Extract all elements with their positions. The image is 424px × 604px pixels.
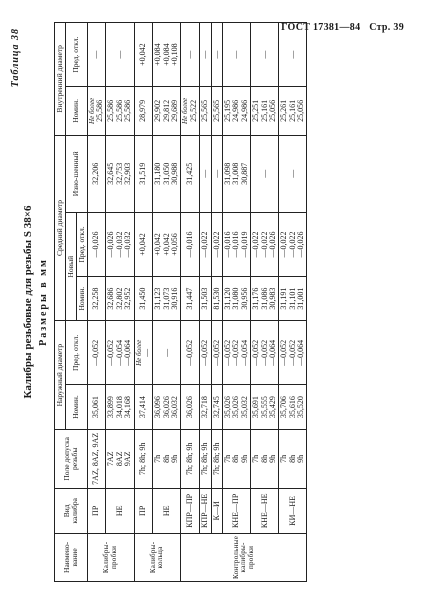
cell-inner-dev: +0,042 — [134, 23, 153, 87]
cell-field: 7h; 8h; 9h — [134, 429, 153, 488]
table-row — [251, 23, 279, 582]
cell-inner-nom: 25,195 24,986 24,986 — [222, 87, 250, 135]
col-mean-dev: Пред. откл. — [76, 212, 87, 276]
rotated-content — [10, 22, 414, 582]
cell-mean-dev: —0,016 — [181, 212, 200, 276]
group-label: Калибры-пробки — [87, 533, 134, 581]
cell-mean-worn: — — [200, 135, 211, 212]
cell-mean-nom: 32,686 32,802 32,952 — [106, 276, 134, 321]
cell-kind: К—И — [211, 488, 222, 533]
note-not-more: Не более — [87, 97, 96, 124]
cell-outer-nom: 35,061 — [87, 385, 106, 430]
cell-inner-nom: 28,979 — [134, 87, 153, 135]
cell-inner-dev: — — [222, 23, 250, 87]
cell-mean-dev: —0,026 —0,032 —0,032 — [106, 212, 134, 276]
col-outer-nom: Номин. — [65, 385, 87, 430]
cell-mean-nom: 32,258 — [87, 276, 106, 321]
cell-mean-worn: 31,180 31,050 30,988 — [153, 135, 181, 212]
cell-field: 7h; 8h; 9h — [181, 429, 200, 488]
cell-outer-dev — [134, 321, 153, 385]
cell-inner-dev: — — [211, 23, 222, 87]
cell-field: 7h 8h 9h — [251, 429, 279, 488]
col-field: Поле допуска резьбы — [55, 429, 88, 488]
cell-inner-nom: 25,261 25,161 25,056 — [279, 87, 307, 135]
col-outer: Наружный диаметр — [55, 321, 66, 429]
cell-mean-worn: 32,645 32,753 32,903 — [106, 135, 134, 212]
cell-kind: НЕ — [106, 488, 134, 533]
cell-mean-dev: —0,022 — [211, 212, 222, 276]
cell-outer-dev: —0,052 — [211, 321, 222, 385]
cell-outer-nom: 32,718 — [200, 385, 211, 430]
cell-mean-worn: — — [279, 135, 307, 212]
cell-kind: НЕ — [153, 488, 181, 533]
table-number: Таблица 38 — [10, 28, 21, 88]
table-row — [106, 23, 134, 582]
cell-inner-dev: — — [200, 23, 211, 87]
cell-outer-dev: —0,052 —0,054 —0,064 — [106, 321, 134, 385]
cell-inner-dev: — — [106, 23, 134, 87]
col-inner: Внутренний диаметр — [55, 23, 66, 136]
cell-outer-dev: —0,052 —0,052 —0,064 — [251, 321, 279, 385]
cell-inner-dev: — — [251, 23, 279, 87]
table-caption: Калибры резьбовые для резьбы S 38×6 — [22, 205, 34, 399]
cell-outer-nom: 35,026 35,026 35,032 — [222, 385, 250, 430]
cell-kind: КНЕ—НЕ — [251, 488, 279, 533]
cell-outer-nom: 37,414 — [134, 385, 153, 430]
table-row — [279, 23, 307, 582]
cell-outer-nom: 36,096 36,026 36,032 — [153, 385, 181, 430]
cell-field: 7h 8h 9h — [222, 429, 250, 488]
page-number: Стр. 39 — [369, 22, 404, 33]
cell-kind: ПР — [134, 488, 153, 533]
cell-outer-nom: 32,745 — [211, 385, 222, 430]
cell-field: 7h; 8h; 9h — [211, 429, 222, 488]
col-mean-new: Новый — [65, 212, 76, 320]
cell-field: 7AZ, 8AZ, 9AZ — [87, 429, 106, 488]
table-row — [181, 23, 200, 582]
cell-outer-nom: 33,899 34,018 34,168 — [106, 385, 134, 430]
cell-mean-dev: —0,026 — [87, 212, 106, 276]
col-mean: Средний диаметр — [55, 135, 66, 321]
col-inner-nom: Номин. — [65, 87, 87, 135]
cell-mean-worn: 31,098 31,008 30,887 — [222, 135, 250, 212]
gauge-table — [54, 22, 307, 582]
cell-inner-dev: — — [181, 23, 200, 87]
cell-inner-dev: — — [279, 23, 307, 87]
standard-number: ГОСТ 17381—84 — [281, 22, 361, 33]
group-label: Калибры-кольца — [134, 533, 181, 581]
cell-outer-dev: —0,052 —0,052 —0,054 — [222, 321, 250, 385]
cell-outer-dev: — — [153, 321, 181, 385]
cell-mean-nom: 31,120 31,080 30,956 — [222, 276, 250, 321]
group-label: Контрольные калибры-пробки — [181, 533, 307, 581]
cell-mean-dev: —0,022 — [200, 212, 211, 276]
table-row — [211, 23, 222, 582]
cell-inner-nom — [87, 87, 106, 135]
cell-inner-nom: 25,565 — [211, 87, 222, 135]
table-subcaption: Размеры в мм — [38, 258, 49, 346]
col-mean-worn: Изно-шенный — [65, 135, 87, 212]
cell-mean-nom: 31,450 — [134, 276, 153, 321]
cell-mean-worn: — — [211, 135, 222, 212]
cell-inner-nom — [181, 87, 200, 135]
title-block — [10, 22, 52, 582]
cell-field: 7h; 8h; 9h — [200, 429, 211, 488]
cell-mean-worn: 32,206 — [87, 135, 106, 212]
note-not-more: Не более — [181, 97, 190, 124]
cell-mean-worn: 31,519 — [134, 135, 153, 212]
cell-inner-nom: 25,251 25,161 25,056 — [251, 87, 279, 135]
cell-mean-dev: +0,042 — [134, 212, 153, 276]
cell-outer-nom: 35,706 35,616 35,520 — [279, 385, 307, 430]
col-mean-nom: Номин. — [76, 276, 87, 321]
col-inner-dev: Пред. откл. — [65, 23, 87, 87]
cell-kind: КПР—ПР — [181, 488, 200, 533]
cell-field: 7h 8h 9h — [153, 429, 181, 488]
cell-outer-nom: 36,026 — [181, 385, 200, 430]
cell-mean-nom: 31,176 31,086 30,983 — [251, 276, 279, 321]
cell-inner-dev: +0,084 +0,084 +0,108 — [153, 23, 181, 87]
cell-mean-nom: 31,503 — [200, 276, 211, 321]
cell-kind: КПР—НЕ — [200, 488, 211, 533]
cell-mean-worn: — — [251, 135, 279, 212]
cell-outer-dev: —0,052 — [87, 321, 106, 385]
col-name: Наимено-вание — [55, 533, 88, 581]
cell-kind: КНЕ—ПР — [222, 488, 250, 533]
cell-outer-dev-value: — — [141, 348, 151, 357]
cell-inner-dev: — — [87, 23, 106, 87]
cell-outer-nom: 35,691 35,555 35,429 — [251, 385, 279, 430]
cell-mean-nom: 31,191 31,101 31,001 — [279, 276, 307, 321]
cell-mean-dev: +0,042 +0,042 +0,056 — [153, 212, 181, 276]
cell-mean-dev: —0,022 —0,022 —0,026 — [279, 212, 307, 276]
cell-inner-nom-value: 25,522 — [188, 99, 198, 122]
cell-outer-dev: —0,052 —0,052 —0,064 — [279, 321, 307, 385]
table-row — [87, 23, 106, 582]
cell-mean-dev: —0,016 —0,016 —0,019 — [222, 212, 250, 276]
col-kind: Вид калибра — [55, 488, 88, 533]
cell-inner-nom: 29,902 29,812 29,689 — [153, 87, 181, 135]
cell-mean-worn: 31,425 — [181, 135, 200, 212]
table-row — [222, 23, 250, 582]
cell-kind: КИ—НЕ — [279, 488, 307, 533]
cell-mean-nom: 31,447 — [181, 276, 200, 321]
table-row — [134, 23, 153, 582]
cell-kind: ПР — [87, 488, 106, 533]
table-row — [153, 23, 181, 582]
note-not-more: Не более — [134, 339, 143, 366]
cell-inner-nom: 25,586 25,586 25,586 — [106, 87, 134, 135]
cell-outer-dev: —0,052 — [200, 321, 211, 385]
cell-mean-nom: 81,530 — [211, 276, 222, 321]
cell-inner-nom: 25,565 — [200, 87, 211, 135]
cell-field: 7AZ 8AZ 9AZ — [106, 429, 134, 488]
cell-mean-dev: —0,022 —0,022 —0,026 — [251, 212, 279, 276]
table-row — [200, 23, 211, 582]
col-outer-dev: Пред. откл. — [65, 321, 87, 385]
cell-field: 7h 8h 9h — [279, 429, 307, 488]
cell-inner-nom-value: 25,586 — [94, 99, 104, 122]
cell-outer-dev: —0,052 — [181, 321, 200, 385]
cell-mean-nom: 31,123 31,073 30,916 — [153, 276, 181, 321]
